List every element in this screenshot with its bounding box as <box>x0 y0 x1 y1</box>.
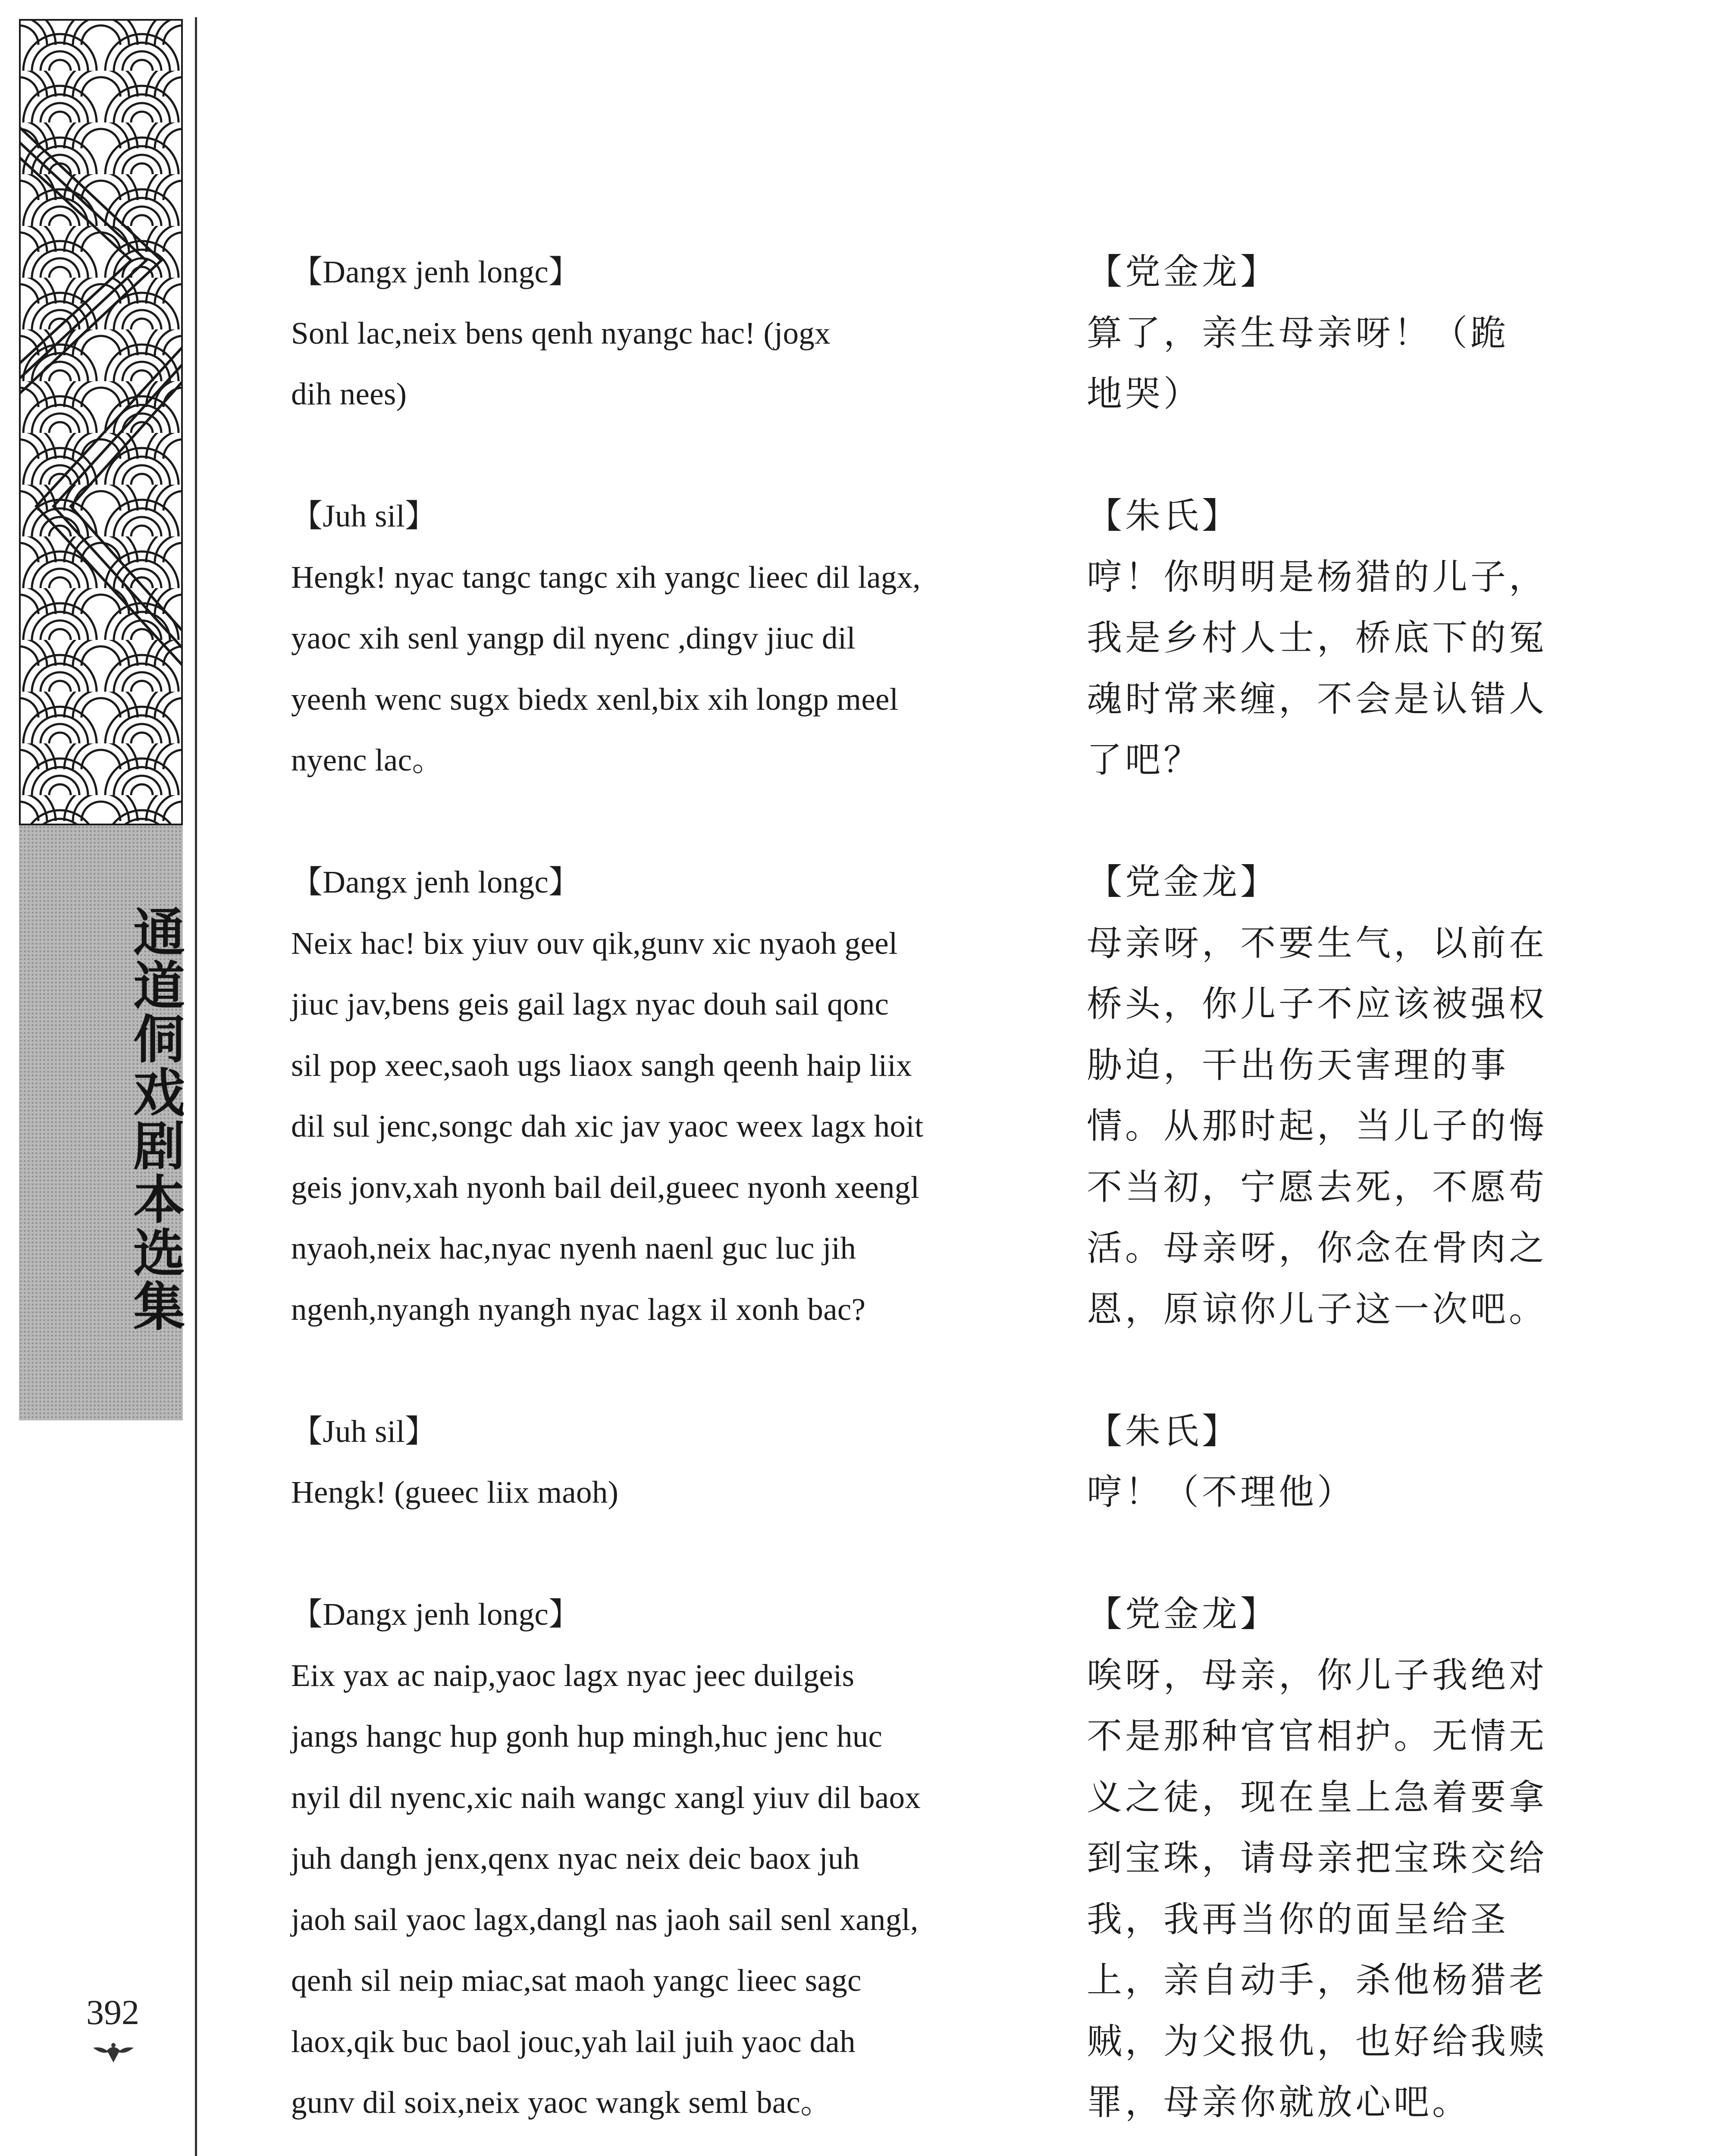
dialogue-line: yeenh wenc sugx biedx xenl,bix xih longp meel <box>291 681 899 717</box>
dialogue-line: Sonl lac,neix bens qenh nyangc hac! (jogx <box>291 315 831 351</box>
series-title-band <box>19 825 183 1420</box>
dialogue-line: 罪，母亲你就放心吧。 <box>1087 2082 1471 2123</box>
dialogue-line: 贼，为父报仇，也好给我赎 <box>1087 2021 1548 2062</box>
dialogue-line: jangs hangc hup gonh hup mingh,huc jenc huc <box>291 1719 883 1754</box>
dialogue-line: Eix yax ac naip,yaoc lagx nyac jeec duilgeis <box>291 1658 855 1693</box>
dialogue-line: 上，亲自动手，杀他杨猎老 <box>1087 1960 1548 2001</box>
dialogue-line: 恩，原谅你儿子这一次吧。 <box>1087 1288 1548 1330</box>
dialogue-block <box>291 1584 1046 2133</box>
dialogue-block <box>291 1401 1046 1523</box>
speaker-name: 【朱氏】 <box>1087 1410 1241 1452</box>
dialogue-line: laox,qik buc baol jouc,yah lail juih yaoc dah <box>291 2024 856 2059</box>
dialogue-line: Neix hac! bix yiuv ouv qik,gunv xic nyaoh geel <box>291 925 898 961</box>
dialogue-line: 义之徒，现在皇上急着要拿 <box>1087 1777 1548 1818</box>
dialogue-line: dil sul jenc,songc dah xic jav yaoc weex lagx hoit <box>291 1109 924 1144</box>
dialogue-line: nyaoh,neix hac,nyac nyenh naenl guc luc jih <box>291 1231 856 1266</box>
dialogue-line: 情。从那时起，当儿子的悔 <box>1087 1106 1548 1147</box>
dialogue-line: gunv dil soix,neix yaoc wangk seml bac。 <box>291 2085 832 2120</box>
chinese-text-column <box>1087 241 1552 2133</box>
dialogue-line: jaoh sail yaoc lagx,dangl nas jaoh sail senl xangl, <box>291 1902 919 1937</box>
dialogue-line: 胁迫，干出伤天害理的事 <box>1087 1044 1509 1086</box>
dialogue-line: 我，我再当你的面呈给圣 <box>1087 1899 1509 1940</box>
speaker-name: 【党金龙】 <box>1087 1594 1279 1635</box>
dialogue-block <box>1087 241 1552 425</box>
dialogue-line: dih nees) <box>291 376 407 411</box>
speaker-name: 【党金龙】 <box>1087 862 1279 903</box>
dialogue-line: Hengk! nyac tangc tangc xih yangc lieec dil lagx, <box>291 559 921 595</box>
dialogue-line: jiuc jav,bens geis gail lagx nyac douh sail qonc <box>291 987 889 1022</box>
dialogue-line: 魂时常来缠，不会是认错人 <box>1087 678 1548 720</box>
decorative-cloud-pattern <box>19 19 183 825</box>
dialogue-line: 活。母亲呀，你念在骨肉之 <box>1087 1228 1548 1269</box>
dialogue-line: 不是那种官官相护。无情无 <box>1087 1716 1548 1757</box>
dialogue-line: 哼！（不理他） <box>1087 1472 1356 1513</box>
dialogue-line: qenh sil neip miac,sat maoh yangc lieec sagc <box>291 1963 862 1998</box>
dialogue-line: 哼！你明明是杨猎的儿子， <box>1087 556 1548 598</box>
speaker-name: 【Juh sil】 <box>291 498 437 533</box>
dialogue-line: nyenc lac。 <box>291 743 444 777</box>
dialogue-line: 不当初，宁愿去死，不愿苟 <box>1087 1166 1548 1208</box>
dialogue-line: 母亲呀，不要生气，以前在 <box>1087 922 1548 964</box>
dialogue-block <box>1087 852 1552 1340</box>
speaker-name: 【Dangx jenh longc】 <box>291 1597 580 1632</box>
series-title: 通道侗戏剧本选集 <box>125 905 185 1333</box>
dialogue-line: 唉呀，母亲，你儿子我绝对 <box>1087 1655 1548 1696</box>
dialogue-line: ngenh,nyangh nyangh nyac lagx il xonh bac? <box>291 1291 866 1327</box>
dialogue-line: nyil dil nyenc,xic naih wangc xangl yiuv dil baox <box>291 1780 921 1815</box>
romanized-text-column <box>291 241 1046 2133</box>
speaker-name: 【Juh sil】 <box>291 1413 437 1449</box>
dialogue-line: 到宝珠，请母亲把宝珠交给 <box>1087 1838 1548 1879</box>
dialogue-block <box>1087 1401 1552 1523</box>
page-number: 392 <box>86 1993 139 2032</box>
dialogue-line: Hengk! (gueec liix maoh) <box>291 1475 619 1510</box>
dialogue-line: geis jonv,xah nyonh bail deil,gueec nyonh xeengl <box>291 1169 920 1205</box>
dialogue-line: 我是乡村人士，桥底下的冤 <box>1087 617 1548 658</box>
dialogue-block <box>291 852 1046 1340</box>
speaker-name: 【Dangx jenh longc】 <box>291 254 580 289</box>
dialogue-block <box>1087 486 1552 791</box>
dialogue-block <box>291 241 1046 425</box>
speaker-name: 【Dangx jenh longc】 <box>291 865 580 899</box>
dialogue-line: 桥头，你儿子不应该被强权 <box>1087 984 1548 1025</box>
page-number-ornament-icon <box>90 2042 137 2065</box>
dialogue-block <box>291 486 1046 791</box>
spine-divider-line <box>195 17 197 2156</box>
dialogue-line: sil pop xeec,saoh ugs liaox sangh qeenh haip liix <box>291 1047 912 1083</box>
speaker-name: 【党金龙】 <box>1087 251 1279 292</box>
dialogue-line: 了吧？ <box>1087 740 1202 780</box>
dialogue-line: 算了，亲生母亲呀！（跪 <box>1087 312 1509 354</box>
dialogue-line: juh dangh jenx,qenx nyac neix deic baox juh <box>291 1841 860 1876</box>
dialogue-line: 地哭） <box>1087 373 1202 414</box>
speaker-name: 【朱氏】 <box>1087 495 1241 536</box>
dialogue-block <box>1087 1584 1552 2133</box>
dialogue-line: yaoc xih senl yangp dil nyenc ,dingv jiuc dil <box>291 620 856 655</box>
